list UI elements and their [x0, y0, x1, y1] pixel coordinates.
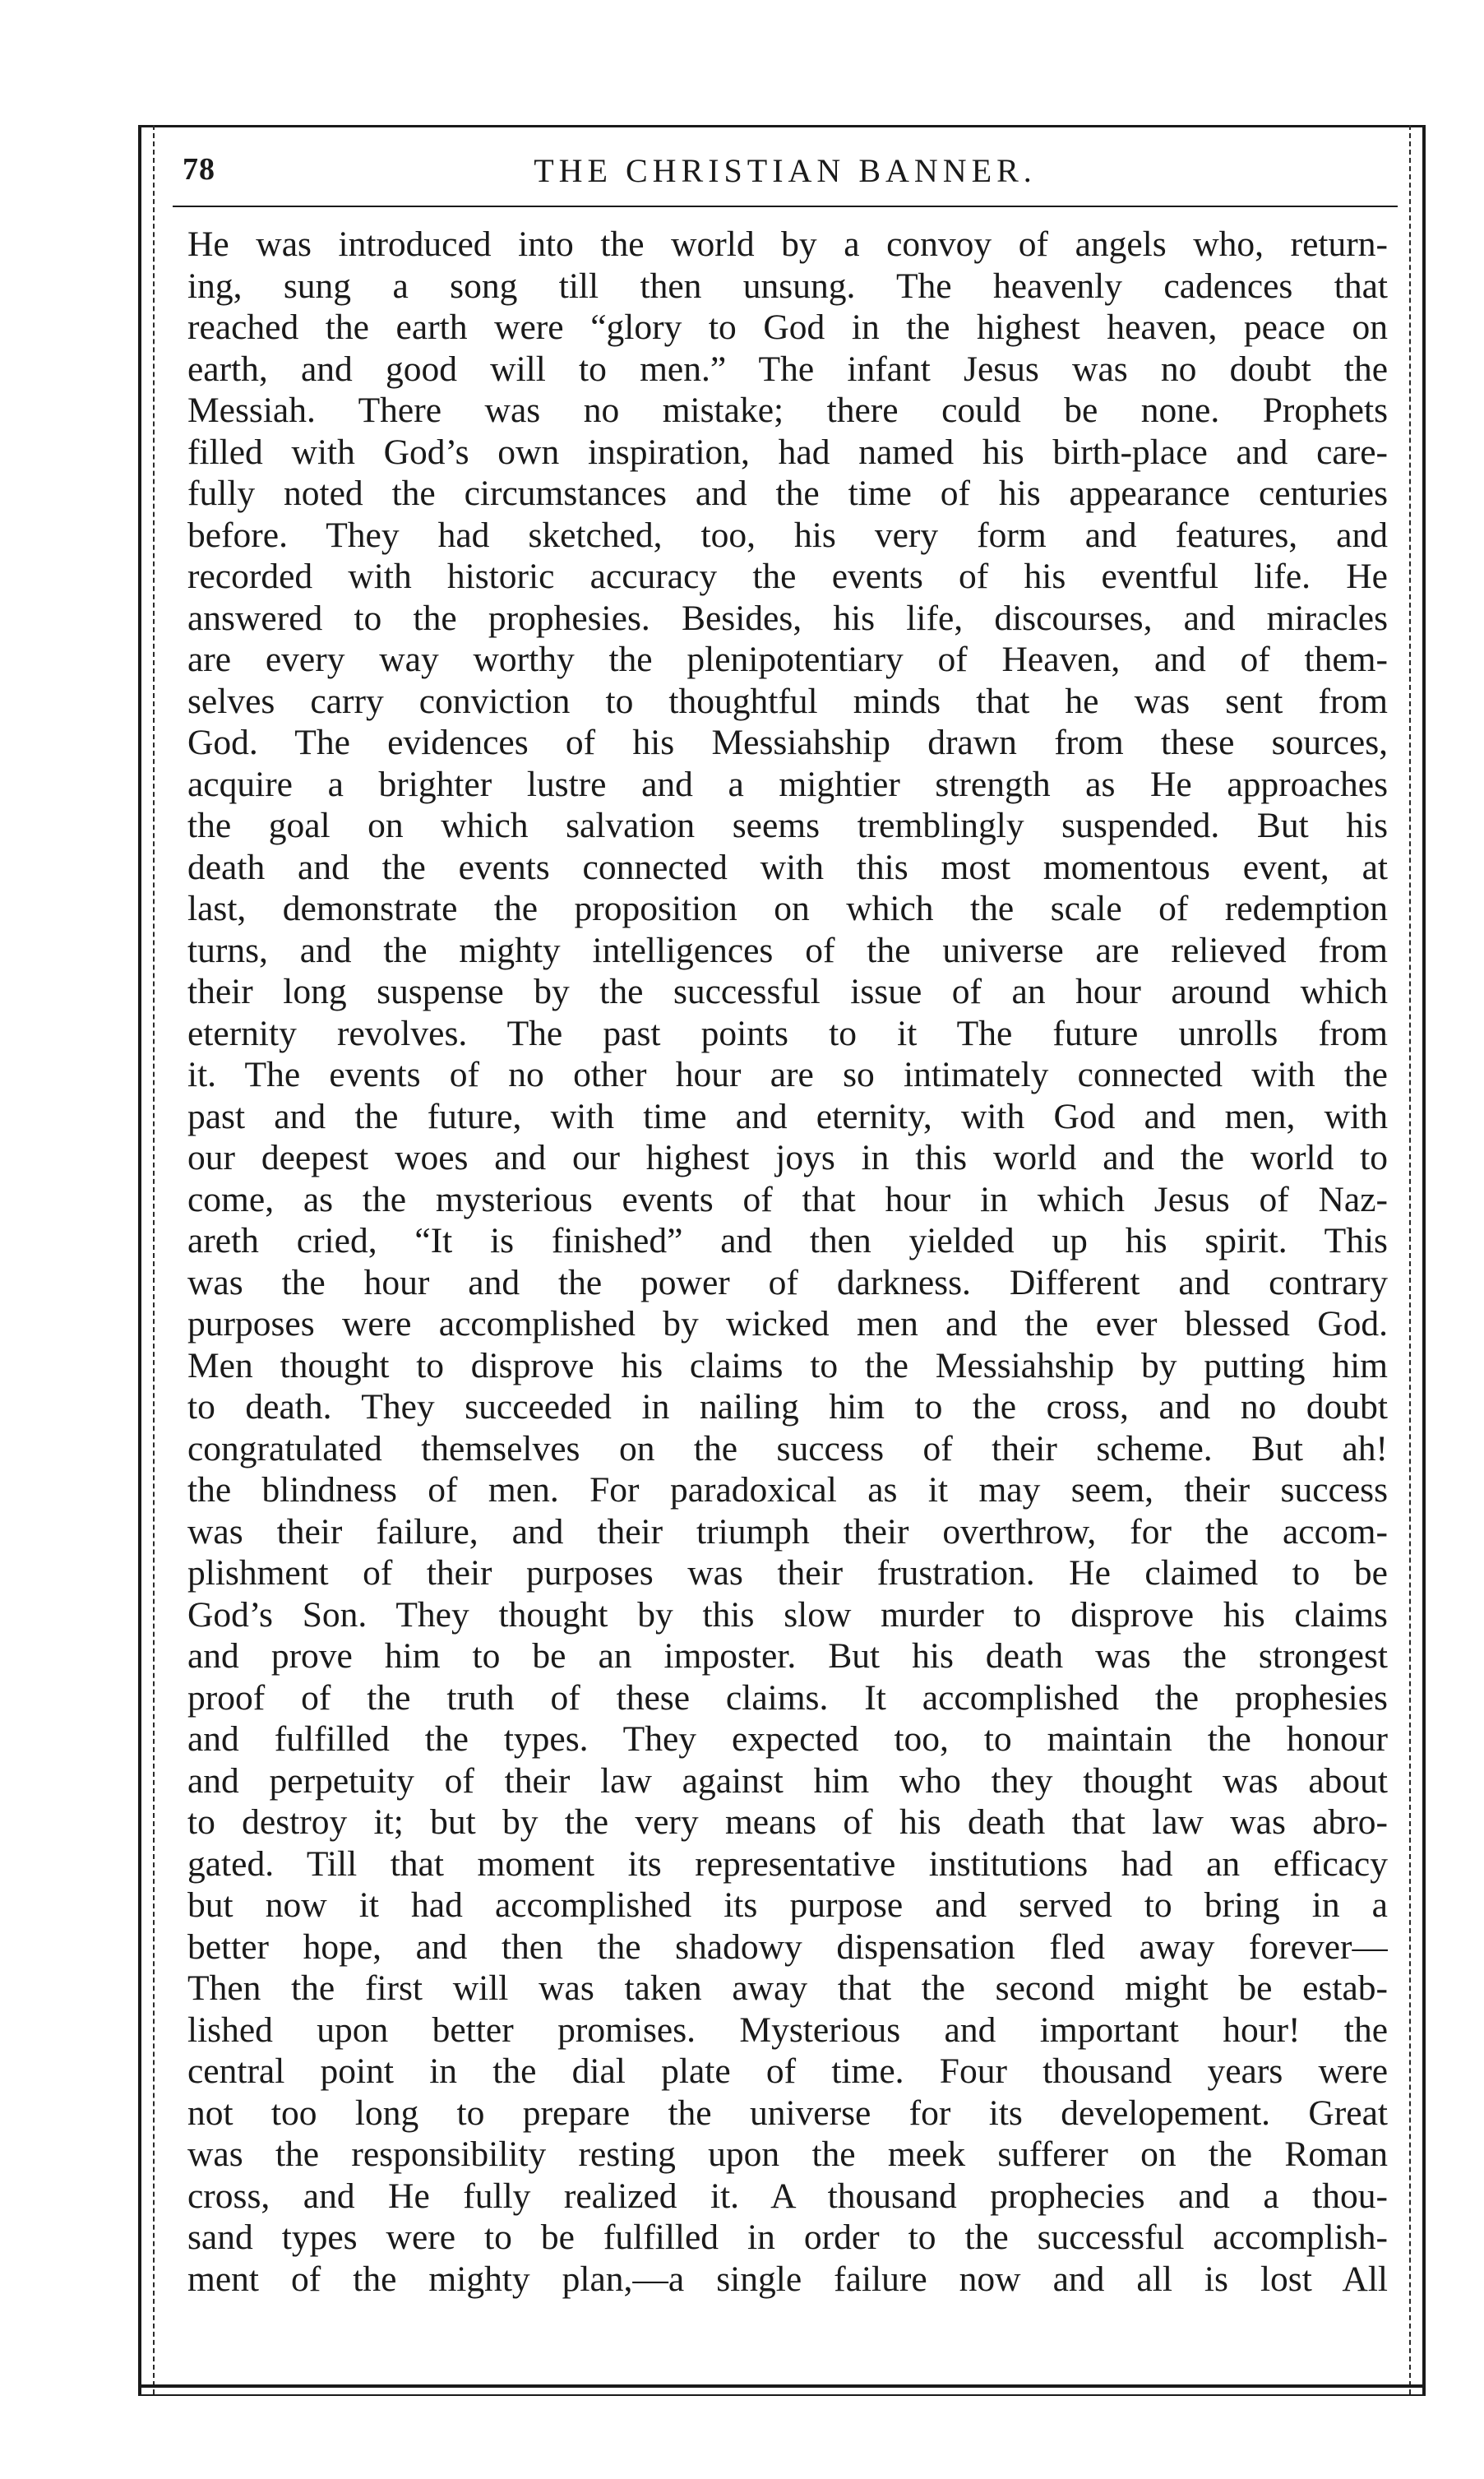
- text-line: their long suspense by the successful issue of an hour around which: [187, 972, 1388, 1011]
- text-line: cross, and He fully realized it. A thousand prophecies and a thou-: [187, 2176, 1388, 2216]
- text-line: lished upon better promises. Mysterious and important hour! the: [187, 2010, 1388, 2050]
- text-line: Men thought to disprove his claims to the Messiahship by putting him: [187, 1345, 1388, 1385]
- text-line: plishment of their purposes was their frustration. He claimed to be: [187, 1553, 1388, 1593]
- bottom-border-rule-thin: [138, 2394, 1426, 2396]
- text-line: Messiah. There was no mistake; there could be none. Prophets: [187, 391, 1388, 430]
- text-line: fully noted the circumstances and the time of his appearance centuries: [187, 474, 1388, 513]
- text-line: the goal on which salvation seems tremblingly suspended. But his: [187, 806, 1388, 845]
- text-line: turns, and the mighty intelligences of the universe are relieved from: [187, 930, 1388, 970]
- text-line: better hope, and then the shadowy dispensation fled away forever—: [187, 1926, 1388, 1967]
- text-line: but now it had accomplished its purpose and served to bring in a: [187, 1885, 1388, 1925]
- text-line: past and the future, with time and eternity, with God and men, with: [187, 1096, 1388, 1136]
- text-line: filled with God’s own inspiration, had named his birth-place and care-: [187, 432, 1388, 472]
- text-line: last, demonstrate the proposition on which the scale of redemption: [187, 889, 1388, 928]
- text-line: to destroy it; but by the very means of his death that law was abro-: [187, 1802, 1388, 1842]
- text-line: was the responsibility resting upon the meek sufferer on the Roman: [187, 2134, 1388, 2174]
- text-line: are every way worthy the plenipotentiary of Heaven, and of them-: [187, 640, 1388, 679]
- text-line: and prove him to be an imposter. But his death was the strongest: [187, 1636, 1388, 1676]
- text-line: selves carry conviction to thoughtful minds that he was sent from: [187, 681, 1388, 721]
- page-header: [173, 146, 1398, 204]
- text-line: ing, sung a song till then unsung. The heavenly cadences that: [187, 266, 1388, 306]
- text-line: was the hour and the power of darkness. Different and contrary: [187, 1262, 1388, 1302]
- frame-inner-right-rule: [1409, 125, 1411, 2394]
- text-line: before. They had sketched, too, his very form and features, and: [187, 515, 1388, 555]
- text-line: purposes were accomplished by wicked men and the ever blessed God.: [187, 1304, 1388, 1344]
- text-line: God. The evidences of his Messiahship drawn from these sources,: [187, 723, 1388, 762]
- text-line: God’s Son. They thought by this slow murder to disprove his claims: [187, 1594, 1388, 1635]
- text-line: and perpetuity of their law against him who they thought was about: [187, 1760, 1388, 1801]
- running-title: THE CHRISTIAN BANNER.: [534, 152, 1037, 189]
- header-rule: [173, 206, 1398, 207]
- text-line: it. The events of no other hour are so intimately connected with the: [187, 1055, 1388, 1094]
- text-line: to death. They succeeded in nailing him to the cross, and no doubt: [187, 1387, 1388, 1427]
- text-line: was their failure, and their triumph their overthrow, for the accom-: [187, 1511, 1388, 1552]
- text-line: central point in the dial plate of time. Four thousand years were: [187, 2051, 1388, 2091]
- text-line: He was introduced into the world by a convoy of angels who, return-: [187, 224, 1388, 264]
- text-line: our deepest woes and our highest joys in this world and the world to: [187, 1138, 1388, 1177]
- text-line: recorded with historic accuracy the events of his eventful life. He: [187, 557, 1388, 596]
- text-line: earth, and good will to men.” The infant Jesus was no doubt the: [187, 349, 1388, 389]
- text-line: come, as the mysterious events of that hour in which Jesus of Naz-: [187, 1179, 1388, 1219]
- text-line: Then the first will was taken away that the second might be estab-: [187, 1968, 1388, 2008]
- text-line: and fulfilled the types. They expected too, to maintain the honour: [187, 1719, 1388, 1759]
- text-line: areth cried, “It is finished” and then yielded up his spirit. This: [187, 1221, 1388, 1260]
- bottom-border-rule: [138, 2384, 1426, 2388]
- text-line: reached the earth were “glory to God in the highest heaven, peace on: [187, 308, 1388, 347]
- text-line: answered to the prophesies. Besides, his life, discourses, and miracles: [187, 598, 1388, 638]
- text-line: not too long to prepare the universe for its developement. Great: [187, 2093, 1388, 2133]
- page-number: 78: [183, 152, 215, 187]
- text-line: sand types were to be fulfilled in order to the successful accomplish-: [187, 2218, 1388, 2257]
- text-line: acquire a brighter lustre and a mightier strength as He approaches: [187, 764, 1388, 804]
- text-line: ment of the mighty plan,—a single failure now and all is lost All: [187, 2259, 1388, 2299]
- text-line: the blindness of men. For paradoxical as it may seem, their success: [187, 1470, 1388, 1510]
- frame-inner-left-rule: [153, 125, 155, 2394]
- text-line: proof of the truth of these claims. It accomplished the prophesies: [187, 1677, 1388, 1718]
- text-line: gated. Till that moment its representative institutions had an efficacy: [187, 1843, 1388, 1884]
- text-line: death and the events connected with this most momentous event, at: [187, 847, 1388, 887]
- text-line: congratulated themselves on the success of their scheme. But ah!: [187, 1428, 1388, 1468]
- text-line: eternity revolves. The past points to it The future unrolls from: [187, 1013, 1388, 1053]
- body-text: [187, 224, 1388, 2300]
